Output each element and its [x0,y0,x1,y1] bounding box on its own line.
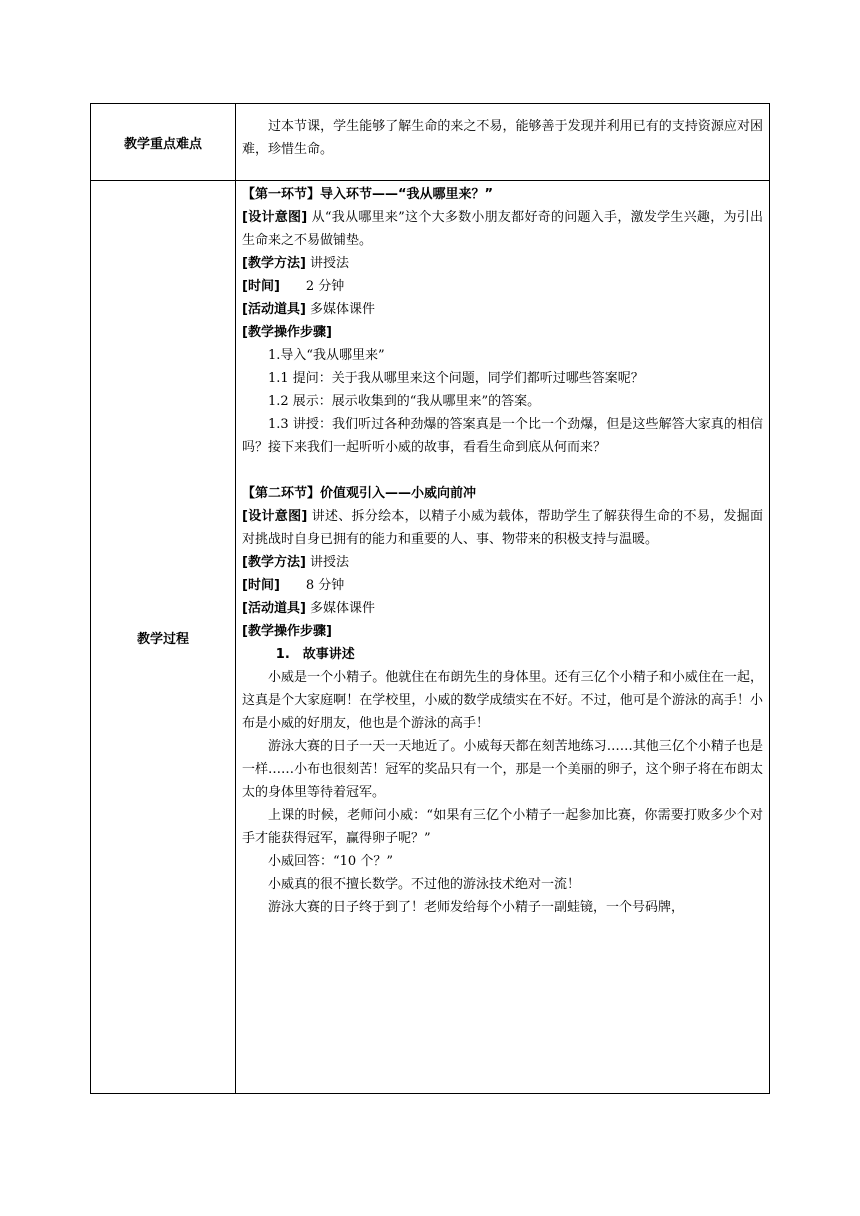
section2-props [242,597,763,620]
section1-step: 1.2 展示：展示收集到的“我从哪里来”的答案。 [268,394,541,409]
section1-heading: 【第一环节】导入环节——“我从哪里来？” [242,187,494,202]
section1-design-label: [设计意图] [242,210,308,225]
section2-time-text: 8 分钟 [305,578,345,593]
section1-steps-label: [教学操作步骤] [242,325,332,340]
section1-design-text: 从“我从哪里来”这个大多数小朋友都好奇的问题入手，激发学生兴趣，为引出生命来之不易做铺垫。 [242,210,763,248]
section1-props-text: 多媒体课件 [310,302,376,317]
section1-time-label: [时间] [242,279,280,294]
section1-step: 1.3 讲授：我们听过各种劲爆的答案真是一个比一个劲爆，但是这些解答大家真的相信吗？接下来我们一起听听小威的故事，看看生命到底从何而来？ [242,417,763,455]
section1-props-label: [活动道具] [242,302,306,317]
process-row [91,181,770,1094]
lesson-plan-table [90,103,770,1094]
story-paragraph: 小威回答：“10 个？” [268,854,393,869]
process-label: 教学过程 [91,181,236,1094]
section2-design-label: [设计意图] [242,509,308,524]
section1-method-label: [教学方法] [242,256,306,271]
section1-time-text: 2 分钟 [305,279,345,294]
story-paragraph: 上课的时候，老师问小威：“如果有三亿个小精子一起参加比赛，你需要打败多少个对手才能获得冠军，赢得卵子呢？” [242,808,763,846]
section2-design-text: 讲述、拆分绘本，以精子小威为载体，帮助学生了解获得生命的不易，发掘面对挑战时自身已拥有的能力和重要的人、事、物带来的积极支持与温暖。 [242,509,763,547]
story-heading: 1. 故事讲述 [275,647,355,662]
key-points-row [91,104,770,181]
story-paragraph: 游泳大赛的日子一天一天地近了。小威每天都在刻苦地练习……其他三亿个小精子也是一样……小布也很刻苦！冠军的奖品只有一个，那是一个美丽的卵子，这个卵子将在布朗太太的身体里等待着冠军。 [242,739,763,800]
section1-step: 1.导入“我从哪里来” [268,348,385,363]
section-spacer [242,459,763,482]
section2-method-label: [教学方法] [242,555,306,570]
section2-steps-label: [教学操作步骤] [242,624,332,639]
story-paragraph: 游泳大赛的日子终于到了！老师发给每个小精子一副蛙镜，一个号码牌， [268,900,685,915]
key-points-label: 教学重点难点 [91,104,236,181]
story-paragraph: 小威是一个小精子。他就住在布朗先生的身体里。还有三亿个小精子和小威住在一起，这真是个大家庭啊！在学校里，小威的数学成绩实在不好。不过，他可是个游泳的高手！小布是小威的好朋友，他也是个游泳的高手！ [242,670,763,731]
process-cell [236,181,770,1094]
section2-method [242,551,763,574]
section2-time-label: [时间] [242,578,280,593]
section1-props [242,298,763,321]
section2-method-text: 讲授法 [310,555,350,570]
section2-props-text: 多媒体课件 [310,601,376,616]
section2-time [242,574,763,597]
section1-method [242,252,763,275]
section2-heading: 【第二环节】价值观引入——小威向前冲 [242,486,477,501]
section2-design [242,505,763,551]
section1-step: 1.1 提问：关于我从哪里来这个问题，同学们都听过哪些答案呢？ [268,371,644,386]
section1-design [242,206,763,252]
section1-time [242,275,763,298]
key-points-text: 过本节课，学生能够了解生命的来之不易，能够善于发现并利用已有的支持资源应对困难，珍惜生命。 [242,119,763,157]
key-points-cell [236,104,770,181]
section2-props-label: [活动道具] [242,601,306,616]
story-paragraph: 小威真的很不擅长数学。不过他的游泳技术绝对一流！ [268,877,581,892]
section1-method-text: 讲授法 [310,256,350,271]
